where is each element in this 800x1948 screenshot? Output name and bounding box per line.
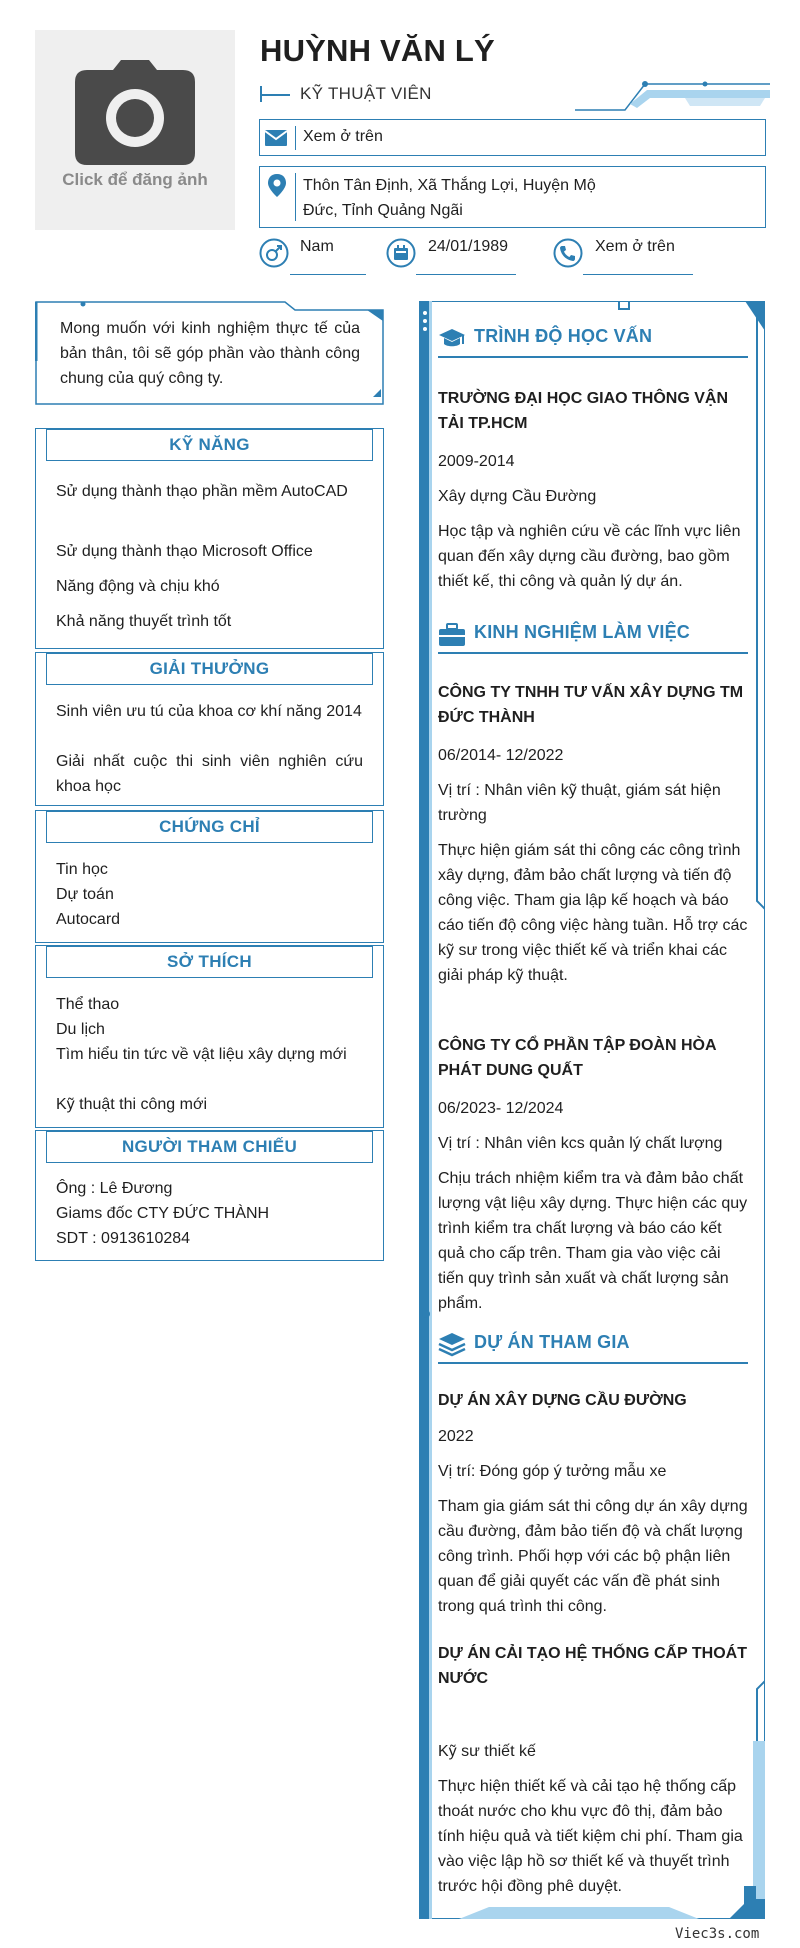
skills-section xyxy=(35,428,384,649)
experience-title: KINH NGHIỆM LÀM VIỆC xyxy=(474,622,691,642)
graduation-cap-icon xyxy=(438,326,466,352)
references-section xyxy=(35,1130,384,1261)
job-period: 06/2023- 12/2024 xyxy=(438,1100,564,1117)
list-item: Tìm hiểu tin tức về vật liệu xây dựng mới xyxy=(56,1046,347,1063)
envelope-icon xyxy=(264,126,288,150)
layers-icon xyxy=(438,1332,466,1358)
list-item: Giams đốc CTY ĐỨC THÀNH xyxy=(56,1205,270,1222)
email-field xyxy=(259,119,766,156)
skills-title: KỸ NĂNG xyxy=(46,429,373,461)
address-field xyxy=(259,166,766,228)
list-item: Năng động và chịu khó xyxy=(56,578,220,595)
hobbies-section xyxy=(35,945,384,1128)
company-name: CÔNG TY CỔ PHẦN TẬP ĐOÀN HÒA PHÁT DUNG QUẤT xyxy=(438,1037,716,1079)
camera-icon xyxy=(75,60,195,165)
project-name: DỰ ÁN XÂY DỰNG CẦU ĐƯỜNG xyxy=(438,1392,687,1409)
map-pin-icon xyxy=(266,173,288,199)
project-role: Kỹ sư thiết kế xyxy=(438,1743,536,1760)
list-item: Thể thao xyxy=(56,996,120,1013)
certificates-title: CHỨNG CHỈ xyxy=(46,811,373,843)
experience-header xyxy=(438,618,748,654)
project-description: Tham gia giám sát thi công dự án xây dựng cầu đường, đảm bảo tiến độ và chất lượng công trình. Phối hợp với các bộ phận liên quan để giải quyết các vấn đề phát sinh trong quá trình thi công. xyxy=(438,1498,748,1615)
birthday-icon xyxy=(386,238,416,268)
school-name: TRƯỜNG ĐẠI HỌC GIAO THÔNG VẬN TẢI TP.HCM xyxy=(438,390,729,432)
list-item: Khả năng thuyết trình tốt xyxy=(56,613,232,630)
phone-value: Xem ở trên xyxy=(595,238,675,255)
birthday-value: 24/01/1989 xyxy=(428,238,509,255)
hobbies-title: SỞ THÍCH xyxy=(46,946,373,978)
job-title: KỸ THUẬT VIÊN xyxy=(300,84,432,103)
awards-section xyxy=(35,652,384,806)
email-value: Xem ở trên xyxy=(303,128,383,145)
list-item: SDT : 0913610284 xyxy=(56,1230,191,1247)
job-description: Chịu trách nhiệm kiểm tra và đảm bảo chất lượng vật liệu xây dựng. Thực hiện các quy trình kiểm tra chất lượng và báo cáo kết quả cho cấp trên. Tham gia vào việc cải tiến quy trình sản xuất và chất lượng sản phẩm. xyxy=(438,1170,748,1312)
list-item: Sử dụng thành thạo Microsoft Office xyxy=(56,543,313,560)
job-period: 06/2014- 12/2022 xyxy=(438,747,564,764)
list-item: Autocard xyxy=(56,911,121,928)
gender-icon xyxy=(259,238,289,268)
list-item: Tin học xyxy=(56,861,108,878)
references-title: NGƯỜI THAM CHIẾU xyxy=(46,1131,373,1163)
birthday-underline xyxy=(416,274,516,275)
avatar-upload[interactable] xyxy=(35,30,235,230)
list-item: Dự toán xyxy=(56,886,114,903)
list-item: Sử dụng thành thạo phần mềm AutoCAD xyxy=(56,483,348,500)
phone-icon xyxy=(553,238,583,268)
objective-text: Mong muốn với kinh nghiệm thực tế của bản thân, tôi sẽ góp phần vào thành công chung của quý công ty. xyxy=(60,320,360,387)
education-header xyxy=(438,322,748,358)
list-item: Ông : Lê Đương xyxy=(56,1180,173,1197)
projects-title: DỰ ÁN THAM GIA xyxy=(474,1332,630,1352)
certificates-section xyxy=(35,810,384,943)
education-title: TRÌNH ĐỘ HỌC VẤN xyxy=(474,326,653,346)
education-period: 2009-2014 xyxy=(438,453,515,470)
objective-box xyxy=(35,301,384,405)
project-description: Thực hiện thiết kế và cải tạo hệ thống cấp thoát nước cho khu vực đô thị, đảm bảo tính hiệu quả và tiết kiệm chi phí. Tham gia vào việc lập hồ sơ thiết kế và thuyết trình trước hội đồng phê duyệt. xyxy=(438,1778,743,1895)
job-position: Vị trí : Nhân viên kcs quản lý chất lượng xyxy=(438,1135,723,1152)
address-value: Thôn Tân Định, Xã Thắng Lợi, Huyện Mộ Đức, Tỉnh Quảng Ngãi xyxy=(303,177,596,219)
phone-underline xyxy=(583,274,693,275)
gender-underline xyxy=(290,274,366,275)
watermark: Viec3s.com xyxy=(675,1926,760,1942)
project-year: 2022 xyxy=(438,1428,474,1445)
education-major: Xây dựng Cầu Đường xyxy=(438,488,597,505)
project-name: DỰ ÁN CẢI TẠO HỆ THỐNG CẤP THOÁT NƯỚC xyxy=(438,1645,747,1687)
header-tech-decoration xyxy=(575,74,770,114)
gender-value: Nam xyxy=(300,238,334,255)
company-name: CÔNG TY TNHH TƯ VẤN XÂY DỰNG TM ĐỨC THÀNH xyxy=(438,684,744,726)
list-item: Sinh viên ưu tú của khoa cơ khí năng 2014 xyxy=(56,703,362,720)
awards-title: GIẢI THƯỞNG xyxy=(46,653,373,685)
briefcase-icon xyxy=(438,622,466,648)
projects-header xyxy=(438,1328,748,1364)
job-position: Vị trí : Nhân viên kỹ thuật, giám sát hiện trường xyxy=(438,782,721,824)
avatar-caption: Click để đăng ảnh xyxy=(62,170,208,189)
candidate-name: HUỲNH VĂN LÝ xyxy=(260,33,495,68)
job-description: Thực hiện giám sát thi công các công trình xây dựng, đảm bảo chất lượng và tiến độ công việc. Tham gia lập kế hoạch và báo cáo tiến độ công việc hàng tuần. Hỗ trợ các kỹ sư trong việc thiết kế và triển khai các giải pháp kỹ thuật. xyxy=(438,842,748,984)
education-description: Học tập và nghiên cứu về các lĩnh vực liên quan đến xây dựng cầu đường, bao gồm thiết kế, thi công và quản lý dự án. xyxy=(438,523,741,590)
list-item: Kỹ thuật thi công mới xyxy=(56,1096,208,1113)
project-role: Vị trí: Đóng góp ý tưởng mẫu xe xyxy=(438,1463,667,1480)
list-item: Giải nhất cuộc thi sinh viên nghiên cứu khoa học xyxy=(56,753,363,795)
list-item: Du lịch xyxy=(56,1021,105,1038)
